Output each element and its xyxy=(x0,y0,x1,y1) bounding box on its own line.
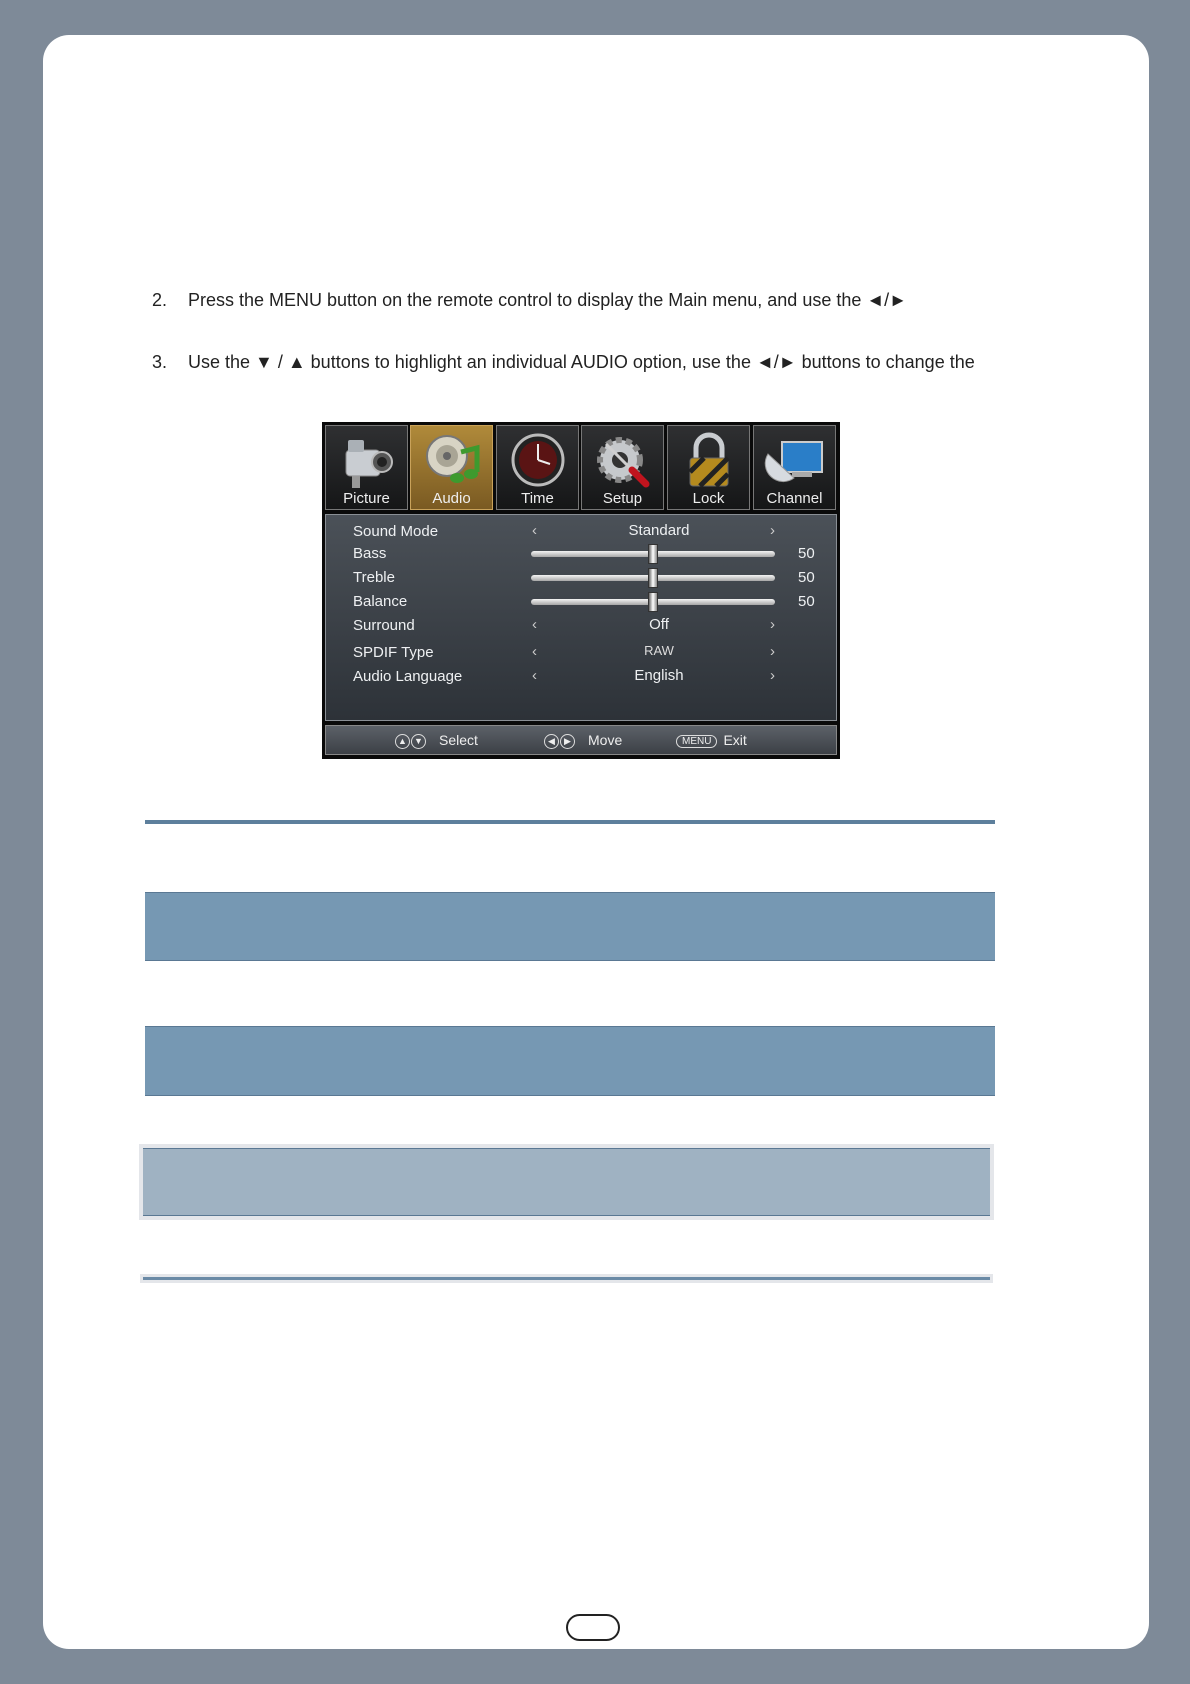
page-number-badge xyxy=(566,1614,620,1641)
gear-screwdriver-icon xyxy=(592,432,654,490)
clock-icon xyxy=(507,432,569,490)
row-label: Surround xyxy=(353,617,415,634)
tab-label: Picture xyxy=(343,490,390,507)
tab-picture[interactable] xyxy=(325,425,408,510)
tab-audio[interactable] xyxy=(410,425,493,510)
left-arrow-icon[interactable]: ‹ xyxy=(532,522,537,539)
left-arrow-icon[interactable]: ‹ xyxy=(532,616,537,633)
up-button-icon: ▲ xyxy=(395,734,410,749)
bass-slider[interactable] xyxy=(531,551,775,557)
move-hint xyxy=(544,732,622,749)
step-text: Press the MENU button on the remote control to display the Main menu, and use the ◄/► xyxy=(188,290,907,310)
tab-channel[interactable] xyxy=(753,425,836,510)
table-header-band-faded xyxy=(143,1148,990,1216)
menu-help-bar xyxy=(325,725,837,755)
tab-label: Channel xyxy=(766,490,823,507)
left-arrow-icon[interactable]: ‹ xyxy=(532,643,537,660)
row-value: Standard xyxy=(628,522,690,539)
row-value: RAW xyxy=(644,643,674,658)
section-rule xyxy=(145,820,995,824)
balance-slider[interactable] xyxy=(531,599,775,605)
speaker-note-icon xyxy=(421,432,483,490)
menu-key-icon: MENU xyxy=(676,735,717,748)
left-arrow-icon[interactable]: ‹ xyxy=(532,667,537,684)
down-button-icon: ▼ xyxy=(411,734,426,749)
row-label: Balance xyxy=(353,593,408,610)
right-arrow-icon[interactable]: › xyxy=(770,643,775,660)
audio-menu-screenshot xyxy=(322,422,840,759)
right-button-icon: ▶ xyxy=(560,734,575,749)
select-label: Select xyxy=(439,732,478,748)
row-value: 50 xyxy=(798,569,815,586)
slider-handle[interactable] xyxy=(648,544,658,564)
row-label: Bass xyxy=(353,545,387,562)
tab-label: Setup xyxy=(602,490,643,507)
right-arrow-icon[interactable]: › xyxy=(770,667,775,684)
step-text: Use the ▼ / ▲ buttons to highlight an individual AUDIO option, use the ◄/► buttons to change the xyxy=(188,352,975,372)
step-number: 2. xyxy=(152,290,168,310)
camcorder-icon xyxy=(336,432,398,490)
move-label: Move xyxy=(588,732,623,748)
surround-row[interactable] xyxy=(326,615,836,637)
bass-row[interactable] xyxy=(326,543,836,565)
tab-time[interactable] xyxy=(496,425,579,510)
instruction-step-3 xyxy=(152,352,975,373)
manual-page xyxy=(43,35,1149,1649)
row-label: SPDIF Type xyxy=(353,644,434,661)
audio-settings-panel xyxy=(325,514,837,721)
instruction-step-2 xyxy=(152,290,907,311)
tab-label: Time xyxy=(521,490,554,507)
table-header-band xyxy=(145,892,995,961)
tab-label: Audio xyxy=(432,490,471,507)
treble-row[interactable] xyxy=(326,567,836,589)
balance-row[interactable] xyxy=(326,591,836,613)
row-label: Audio Language xyxy=(353,668,463,685)
row-value: Off xyxy=(649,616,669,633)
exit-hint xyxy=(676,732,747,748)
treble-slider[interactable] xyxy=(531,575,775,581)
slider-handle[interactable] xyxy=(648,568,658,588)
select-hint xyxy=(395,732,478,749)
tab-setup[interactable] xyxy=(581,425,664,510)
table-header-band xyxy=(145,1026,995,1096)
slider-handle[interactable] xyxy=(648,592,658,612)
sound-mode-row[interactable] xyxy=(326,521,836,543)
row-value: English xyxy=(634,667,684,684)
left-button-icon: ◀ xyxy=(544,734,559,749)
padlock-icon xyxy=(678,432,740,490)
right-arrow-icon[interactable]: › xyxy=(770,522,775,539)
tab-lock[interactable] xyxy=(667,425,750,510)
exit-label: Exit xyxy=(723,732,747,748)
row-value: 50 xyxy=(798,545,815,562)
right-arrow-icon[interactable]: › xyxy=(770,616,775,633)
section-rule xyxy=(143,1277,990,1280)
tab-label: Lock xyxy=(692,490,725,507)
step-number: 3. xyxy=(152,352,168,372)
row-label: Sound Mode xyxy=(353,523,439,540)
audio-language-row[interactable] xyxy=(326,666,836,688)
row-label: Treble xyxy=(353,569,395,586)
row-value: 50 xyxy=(798,593,815,610)
menu-tab-bar xyxy=(325,425,837,512)
spdif-type-row[interactable] xyxy=(326,642,836,664)
satellite-dish-icon xyxy=(764,432,826,490)
